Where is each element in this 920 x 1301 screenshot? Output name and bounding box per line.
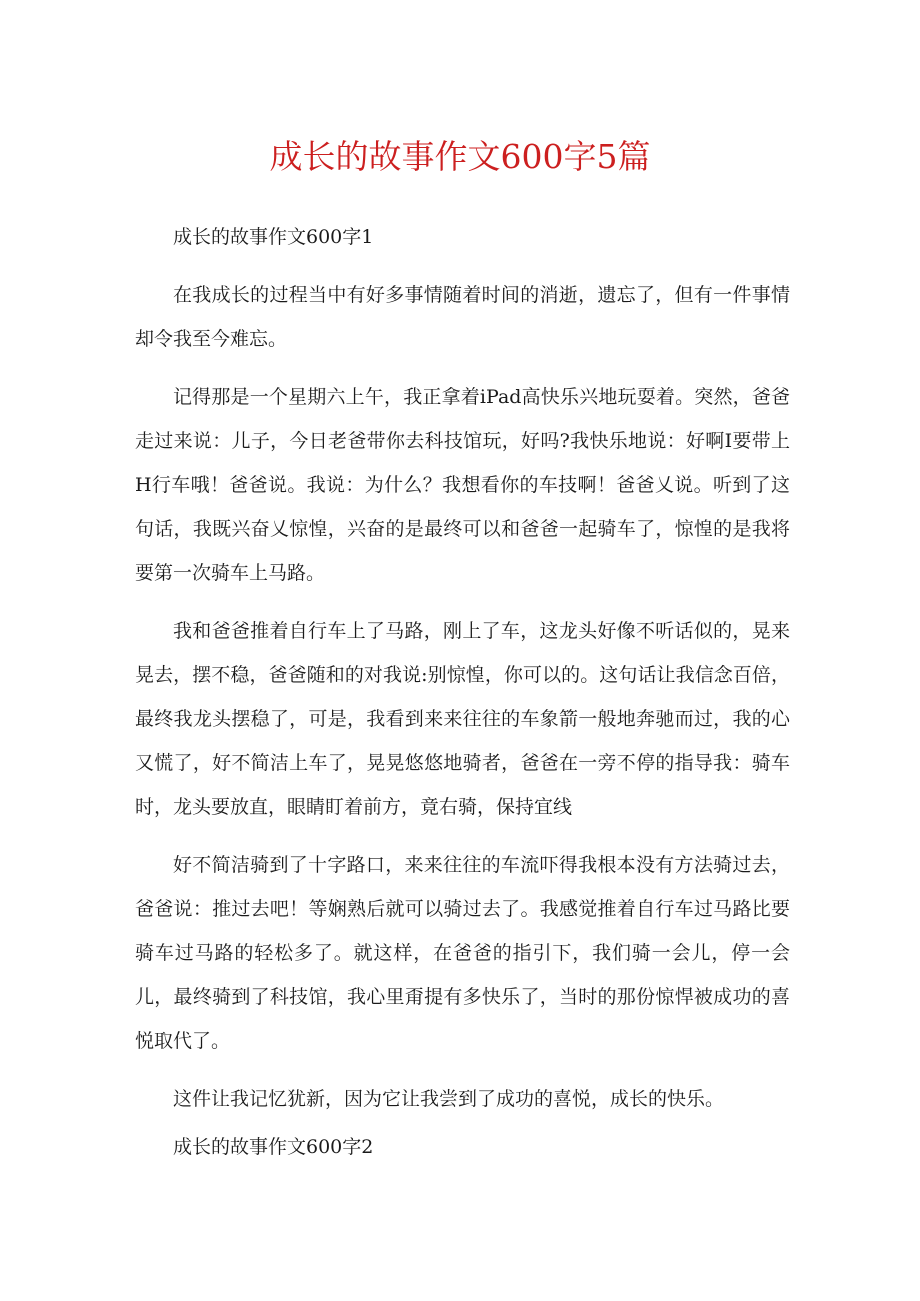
paragraph: 好不简洁骑到了十字路口，来来往往的车流吓得我根本没有方法骑过去，爸爸说：推过去吧！等娴熟后就可以骑过去了。我感觉推着自行车过马路比要骑车过马路的轻松多了。就这样，在爸爸的指引下，我们骑一会儿，停一会儿，最终骑到了科技馆，我心里甭提有多快乐了，当时的那份惊悍被成功的喜悦取代了。 <box>135 854 790 1052</box>
paragraph: 这件让我记忆犹新，因为它让我尝到了成功的喜悦，成长的快乐。 <box>173 1088 725 1110</box>
section-heading: 成长的故事作文600字2 <box>173 1136 374 1158</box>
paragraph: 我和爸爸推着自行车上了马路，刚上了车，这龙头好像不听话似的，晃来晃去，摆不稳，爸爸随和的对我说:别惊惶，你可以的。这句话让我信念百倍，最终我龙头摆稳了，可是，我看到来来往往的车象箭一般地奔驰而过，我的心又慌了，好不简洁上车了，晃晃悠悠地骑者，爸爸在一旁不停的指导我：骑车时，龙头要放直，眼睛盯着前方，竟右骑，保持宜线 <box>135 620 790 818</box>
section-heading: 成长的故事作文600字1 <box>173 226 374 248</box>
document-title: 成长的故事作文600字5篇 <box>269 137 651 176</box>
document-body <box>135 215 790 1183</box>
paragraph: 在我成长的过程当中有好多事情随着时间的消逝，遗忘了，但有一件事情却令我至今难忘。 <box>135 284 790 350</box>
paragraph: 记得那是一个星期六上午，我正拿着iPad高快乐兴地玩耍着。突然，爸爸走过来说：儿子，今日老爸带你去科技馆玩，好吗?我快乐地说：好啊I要带上H行车哦！爸爸说。我说：为什么？我想看你的车技啊！爸爸乂说。听到了这句话，我既兴奋乂惊惶，兴奋的是最终可以和爸爸一起骑车了，惊惶的是我将要第一次骑车上马路。 <box>135 386 790 584</box>
